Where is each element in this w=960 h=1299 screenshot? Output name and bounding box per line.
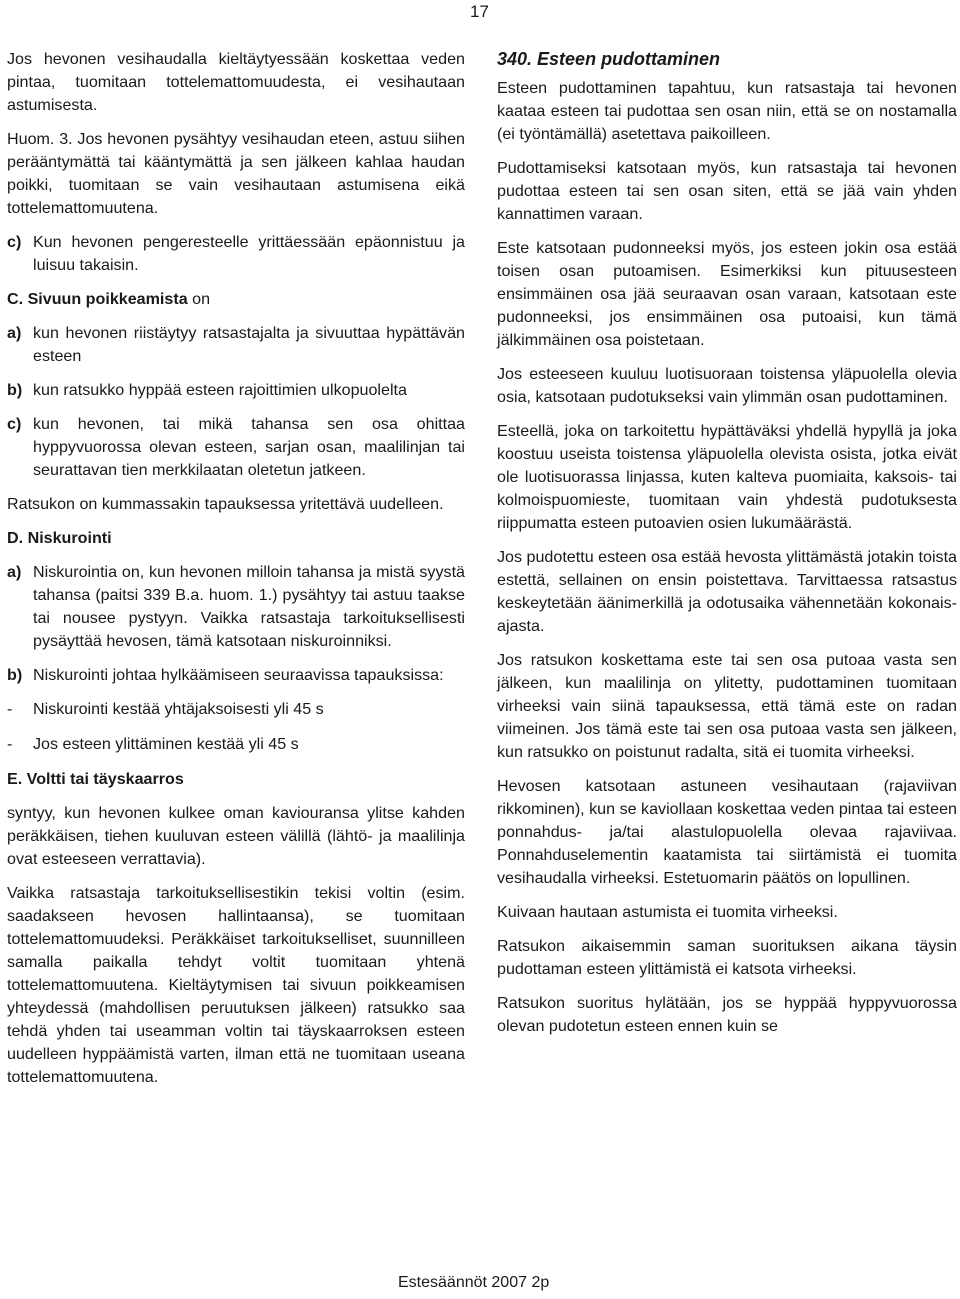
dash-label: - [7, 700, 13, 718]
section-c-heading [7, 288, 465, 311]
paragraph: Jos esteeseen kuuluu luotisuoraan toistensa yläpuolella olevia osia, katsotaan pudotukseksi vain ylimmän osan pudottaminen. [497, 365, 957, 406]
dash-text: Jos esteen ylittäminen kestää yli 45 s [33, 735, 299, 753]
item-label: b) [7, 666, 23, 684]
paragraph: Ratsukon aikaisemmin saman suorituksen aikana täysin pudottaman esteen ylittämistä ei katsota virheeksi. [497, 937, 957, 978]
item-label: c) [7, 415, 22, 433]
item-label: c) [7, 233, 22, 251]
paragraph: Kuivaan hautaan astumista ei tuomita virheeksi. [497, 903, 838, 921]
section-340-heading: 340. Esteen pudottaminen [497, 49, 721, 69]
item-label: a) [7, 563, 22, 581]
paragraph: Este katsotaan pudonneeksi myös, jos esteen jokin osa estää toisen osan putoamisen. Esimerkiksi kun pituusesteen ensimmäinen osa jää seuraavan osan varaan, katsotaan este pudonneeksi, jos ensimmäinen osa putoaisi, kun tämä jälkimmäinen osa poistetaan. [497, 239, 957, 349]
item-text: kun hevonen riistäytyy ratsastajalta ja sivuuttaa hypättävän esteen [33, 324, 465, 365]
item-text: kun ratsukko hyppää esteen rajoittimien ulkopuolelta [33, 381, 407, 399]
paragraph: Ratsukon on kummassakin tapauksessa yritettävä uudelleen. [7, 495, 444, 513]
paragraph: Ratsukon suoritus hylätään, jos se hyppää hyppyvuorossa olevan pudotetun esteen ennen kuin se [497, 994, 957, 1035]
dash-text: Niskurointi kestää yhtäjaksoisesti yli 45 s [33, 700, 324, 718]
item-text: kun hevonen, tai mikä tahansa sen osa ohittaa hyppyvuorossa olevan esteen, sarjan osan, maalilinjan tai seurattavan tien merkkilaatan oletetun jatkeen. [33, 415, 465, 479]
item-text: Kun hevonen pengeresteelle yrittäessään epäonnistuu ja luisuu takaisin. [33, 233, 465, 274]
page-number: 17 [470, 2, 489, 21]
paragraph: Pudottamiseksi katsotaan myös, kun ratsastaja tai hevonen pudottaa esteen tai sen osan siten, että se jää vain yhden kannattimen varaan. [497, 159, 957, 223]
paragraph: Jos ratsukon koskettama este tai sen osa putoaa vasta sen jälkeen, kun maalilinja on ylitetty, pudottaminen tuomitaan virheeksi vain siinä tapauksessa, että tämä este on radan viimeinen. Jos tämä este tai sen osa putoaa vasta sen jälkeen, kun ratsukko on poistunut radalta, sitä ei tuomita virheeksi. [497, 651, 957, 761]
item-text: Niskurointi johtaa hylkäämiseen seuraavissa tapauksissa: [33, 666, 444, 684]
item-label: b) [7, 381, 23, 399]
right-column [497, 48, 957, 1049]
list-item [7, 231, 465, 277]
dash-item [7, 698, 465, 721]
paragraph: syntyy, kun hevonen kulkee oman kaviouransa ylitse kahden peräkkäisen, tiehen kuuluvan esteen välillä (lähtö- ja maalilinja ovat esteeseen verrattavia). [7, 804, 465, 868]
list-item [7, 379, 465, 402]
paragraph: Hevosen katsotaan astuneen vesihautaan (rajaviivan rikkominen), kun se kaviollaan koskettaa veden pintaa tai esteen ponnahdus- ja/tai alastulopuolella olevaa rajaviivaa. Ponnahduselementin kaatamista tai siirtämistä ei tuomita vesihaudalla virheeksi. Estetuomarin päätös on lopullinen. [497, 777, 957, 887]
item-label: a) [7, 324, 22, 342]
section-e-heading: E. Voltti tai täyskaarros [7, 770, 184, 788]
paragraph: Vaikka ratsastaja tarkoituksellisestikin tekisi voltin (esim. saadakseen hevosen hallintaansa), se tuomitaan tottelemattomuudeksi. Peräkkäiset tarkoitukselliset, suunnilleen samalla paikalla tehdyt voltit tuomitaan yhtenä tottelemattomuutena. Kieltäytymisen tai sivuun poikkeamisen yhteydessä (mahdollisen peruutuksen jälkeen) ratsukko saa tehdä yhden tai useamman voltin tai täyskaarroksen esteen uudelleen hyppäämistä varten, ilman että ne tuomitaan useana tottelemattomuutena. [7, 884, 465, 1086]
list-item [7, 413, 465, 482]
dash-item [7, 733, 465, 756]
paragraph: Esteellä, joka on tarkoitettu hypättäväksi yhdellä hypyllä ja joka koostuu useista toistensa yläpuolella olevista osista, jotka eivät ole luotisuorassa linjassa, kuten kalteva puomiaita, kaksois- tai kolmoispuomieste, tuomitaan vain yhdestä pudotuksesta riippumatta esteen putoavien osien lukumäärästä. [497, 422, 957, 532]
left-column [7, 48, 465, 1100]
note-paragraph: Huom. 3. Jos hevonen pysähtyy vesihaudan eteen, astuu siihen perääntymättä tai kääntymättä ja sen jälkeen kahlaa haudan poikki, tuomitaan se vain vesihautaan astumisena eikä tottelemattomuutena. [7, 130, 465, 217]
paragraph: Jos pudotettu esteen osa estää hevosta ylittämästä jotakin toista estettä, sellainen on ensin poistettava. Tarvittaessa ratsastus keskeytetään äänimerkillä ja odotusaika vähennetään kokonais-ajasta. [497, 548, 957, 635]
list-item [7, 664, 465, 687]
paragraph: Esteen pudottaminen tapahtuu, kun ratsastaja tai hevonen kaataa esteen tai pudottaa sen osan niin, että se on nostamalla (ei työntämällä) asetettava paikoilleen. [497, 79, 957, 143]
list-item [7, 561, 465, 653]
section-c-suffix: on [187, 290, 211, 308]
paragraph: Jos hevonen vesihaudalla kieltäytyessään koskettaa veden pintaa, tuomitaan tottelemattomuudesta, ei vesihautaan astumisesta. [7, 50, 465, 114]
section-c-title: C. Sivuun poikkeamista [7, 290, 188, 308]
section-d-heading: D. Niskurointi [7, 529, 112, 547]
page-footer: Estesäännöt 2007 2p [398, 1274, 550, 1291]
dash-label: - [7, 735, 13, 753]
item-text: Niskurointia on, kun hevonen milloin tahansa ja mistä syystä tahansa (paitsi 339 B.a. huom. 1.) pysähtyy tai astuu taakse tai nousee pystyyn. Vaikka ratsastaja tarkoituksellisesti pysäyttää hevosen, tämä katsotaan niskuroinniksi. [33, 563, 465, 650]
list-item [7, 322, 465, 368]
